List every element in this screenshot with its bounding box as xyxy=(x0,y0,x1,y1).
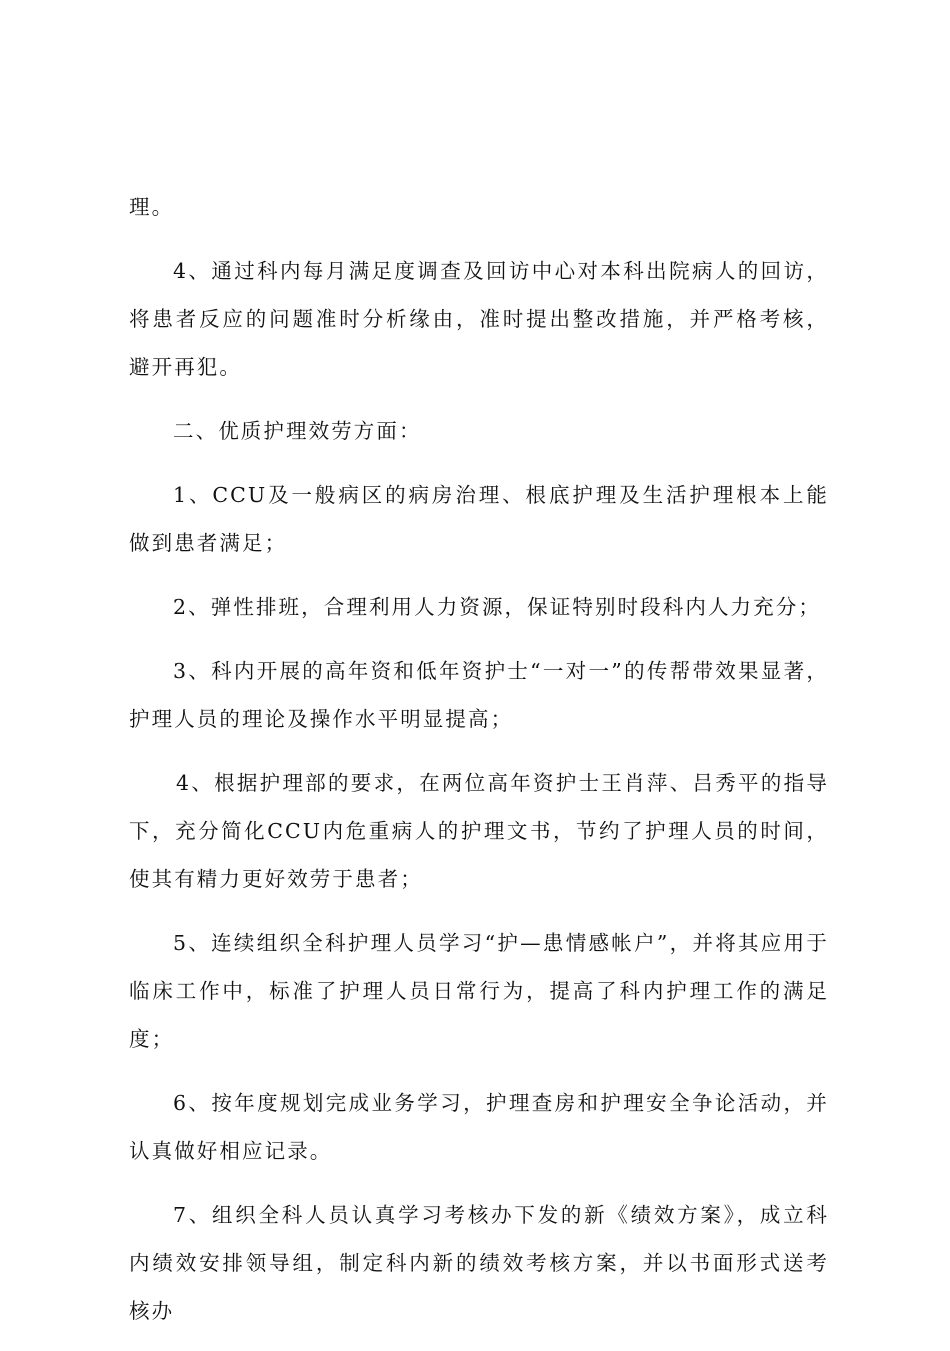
paragraph-item-7-performance-plan: 7、组织全科人员认真学习考核办下发的新《绩效方案》，成立科内绩效安排领导组，制定科内新的绩效考核方案，并以书面形式送考核办 xyxy=(129,1203,829,1323)
paragraph-item-2-scheduling: 2、弹性排班，合理利用人力资源，保证特别时段科内人力充分； xyxy=(173,595,821,619)
paragraph-item-4-followup: 4、通过科内每月满足度调查及回访中心对本科出院病人的回访，将患者反应的问题准时分析缘由，准时提出整改措施，并严格考核，避开再犯。 xyxy=(129,259,829,379)
paragraph-item-3-mentoring: 3、科内开展的高年资和低年资护士“一对一”的传帮带效果显著，护理人员的理论及操作水平明显提高； xyxy=(129,659,829,731)
paragraph-item-6-study-plan: 6、按年度规划完成业务学习，护理查房和护理安全争论活动，并认真做好相应记录。 xyxy=(129,1091,829,1163)
document-body xyxy=(129,183,829,1351)
paragraph-continuation: 理。 xyxy=(129,195,175,219)
paragraph-item-1-ward-management: 1、CCU及一般病区的病房治理、根底护理及生活护理根本上能做到患者满足； xyxy=(129,483,829,555)
section-heading-quality-nursing: 二、优质护理效劳方面： xyxy=(173,419,422,443)
paragraph-item-5-emotional-account: 5、连续组织全科护理人员学习“护—患情感帐户”，并将其应用于临床工作中，标准了护理人员日常行为，提高了科内护理工作的满足度； xyxy=(129,931,829,1051)
paragraph-item-4-documentation: 4、根据护理部的要求，在两位高年资护士王肖萍、吕秀平的指导下，充分简化CCU内危重病人的护理文书，节约了护理人员的时间，使其有精力更好效劳于患者； xyxy=(129,771,829,891)
